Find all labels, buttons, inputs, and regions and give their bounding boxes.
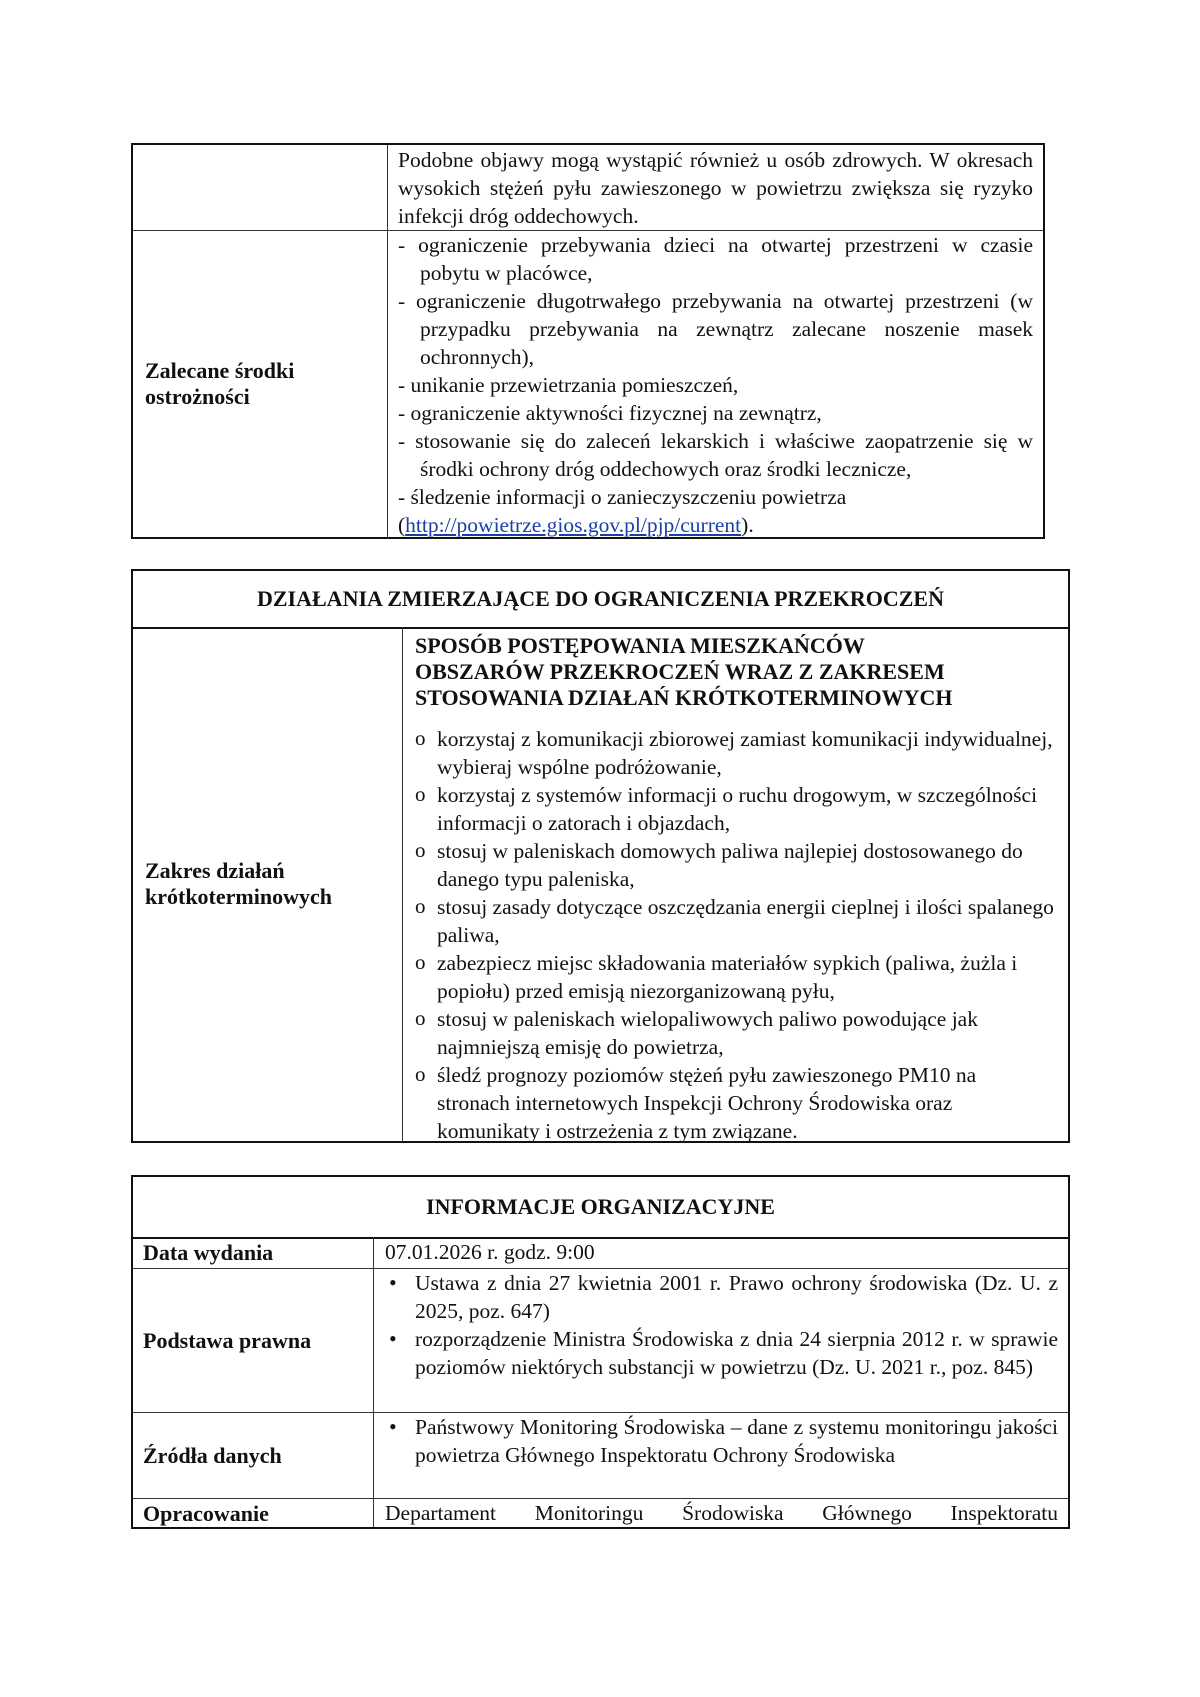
list-item: - śledzenie informacji o zanieczyszczeniu powietrza (398, 485, 847, 509)
prepared-by-label: Opracowanie (143, 1500, 269, 1526)
organizational-info-table (131, 1175, 1070, 1529)
list-item: • rozporządzenie Ministra Środowiska z dnia 24 sierpnia 2012 r. w sprawie poziomów niektórych substancji w powietrzu (Dz. U. 2021 r., poz. 845) (385, 1325, 1058, 1381)
list-item: o korzystaj z systemów informacji o ruchu drogowym, w szczególności informacji o zatorach i objazdach, (413, 781, 1054, 837)
precautions-table (131, 143, 1045, 539)
short-term-label: Zakres działań krótkoterminowych (145, 858, 332, 909)
short-term-content (413, 633, 1068, 1145)
prepared-by-value: Departament Monitoringu Środowiska Głównego Inspektoratu (385, 1501, 1058, 1525)
issue-date-row (133, 1237, 1068, 1269)
precautions-label: Zalecane środki ostrożności (145, 357, 295, 409)
prepared-by-row (133, 1498, 1068, 1529)
column-divider (402, 627, 403, 1141)
list-item: o korzystaj z komunikacji zbiorowej zamiast komunikacji indywidualnej, wybieraj wspólne podróżowanie, (413, 725, 1054, 781)
issue-date-value: 07.01.2026 r. godz. 9:00 (385, 1240, 595, 1264)
legal-basis-row (133, 1268, 1068, 1413)
legal-basis-label: Podstawa prawna (143, 1327, 312, 1353)
short-term-actions-row (133, 627, 1068, 1141)
actions-table (131, 569, 1070, 1143)
list-item: o stosuj w paleniskach domowych paliwa najlepiej dostosowanego do danego typu paleniska, (413, 837, 1054, 893)
actions-table-header: DZIAŁANIA ZMIERZAJĄCE DO OGRANICZENIA PRZEKROCZEŃ (133, 571, 1068, 629)
air-quality-link[interactable]: http://powietrze.gios.gov.pl/pjp/current (405, 513, 742, 537)
precautions-list (398, 231, 1043, 539)
list-item: - ograniczenie przebywania dzieci na otwartej przestrzeni w czasie pobytu w placówce, (398, 233, 1033, 285)
symptoms-text: Podobne objawy mogą wystąpić również u osób zdrowych. W okresach wysokich stężeń pyłu zawieszonego w powietrzu zwiększa się ryzyko infekcji dróg oddechowych. (398, 148, 1033, 228)
legal-basis-list (385, 1269, 1068, 1381)
issue-date-label: Data wydania (143, 1239, 274, 1265)
data-sources-label: Źródła danych (143, 1442, 282, 1468)
row-label (133, 145, 387, 231)
list-item: o zabezpiecz miejsc składowania materiałów sypkich (paliwa, żużla i popiołu) przed emisją niezorganizowaną pyłu, (413, 949, 1054, 1005)
list-item: - stosowanie się do zaleceń lekarskich i właściwe zaopatrzenie się w środki ochrony dróg oddechowych oraz środki lecznicze, (398, 429, 1033, 481)
symptoms-row (133, 145, 1043, 231)
org-info-header: INFORMACJE ORGANIZACYJNE (133, 1177, 1068, 1239)
list-item: - unikanie przewietrzania pomieszczeń, (398, 373, 739, 397)
list-item: • Państwowy Monitoring Środowiska – dane z systemu monitoringu jakości powietrza Głównego Inspektoratu Ochrony Środowiska (385, 1413, 1058, 1469)
list-item: o stosuj w paleniskach wielopaliwowych paliwo powodujące jak najmniejszą emisję do powietrza, (413, 1005, 1054, 1061)
precautions-row (133, 230, 1043, 539)
list-item: o stosuj zasady dotyczące oszczędzania energii cieplnej i ilości spalanego paliwa, (413, 893, 1054, 949)
list-item: • Ustawa z dnia 27 kwietnia 2001 r. Prawo ochrony środowiska (Dz. U. z 2025, poz. 647) (385, 1269, 1058, 1325)
list-item: - ograniczenie długotrwałego przebywania na otwartej przestrzeni (w przypadku przebywania na zewnątrz zalecane noszenie masek ochronnych), (398, 289, 1033, 369)
list-item: - ograniczenie aktywności fizycznej na zewnątrz, (398, 401, 822, 425)
data-sources-list (385, 1413, 1068, 1469)
data-sources-row (133, 1412, 1068, 1499)
air-quality-link-line: (http://powietrze.gios.gov.pl/pjp/current). (398, 513, 754, 537)
list-item: o śledź prognozy poziomów stężeń pyłu zawieszonego PM10 na stronach internetowych Inspekcji Ochrony Środowiska oraz komunikaty i ostrzeżenia z tym związane. (413, 1061, 1054, 1145)
subheader: SPOSÓB POSTĘPOWANIA MIESZKAŃCÓW OBSZARÓW PRZEKROCZEŃ WRAZ Z ZAKRESEM STOSOWANIA DZIAŁAŃ KRÓTKOTERMINOWYCH (415, 633, 953, 710)
